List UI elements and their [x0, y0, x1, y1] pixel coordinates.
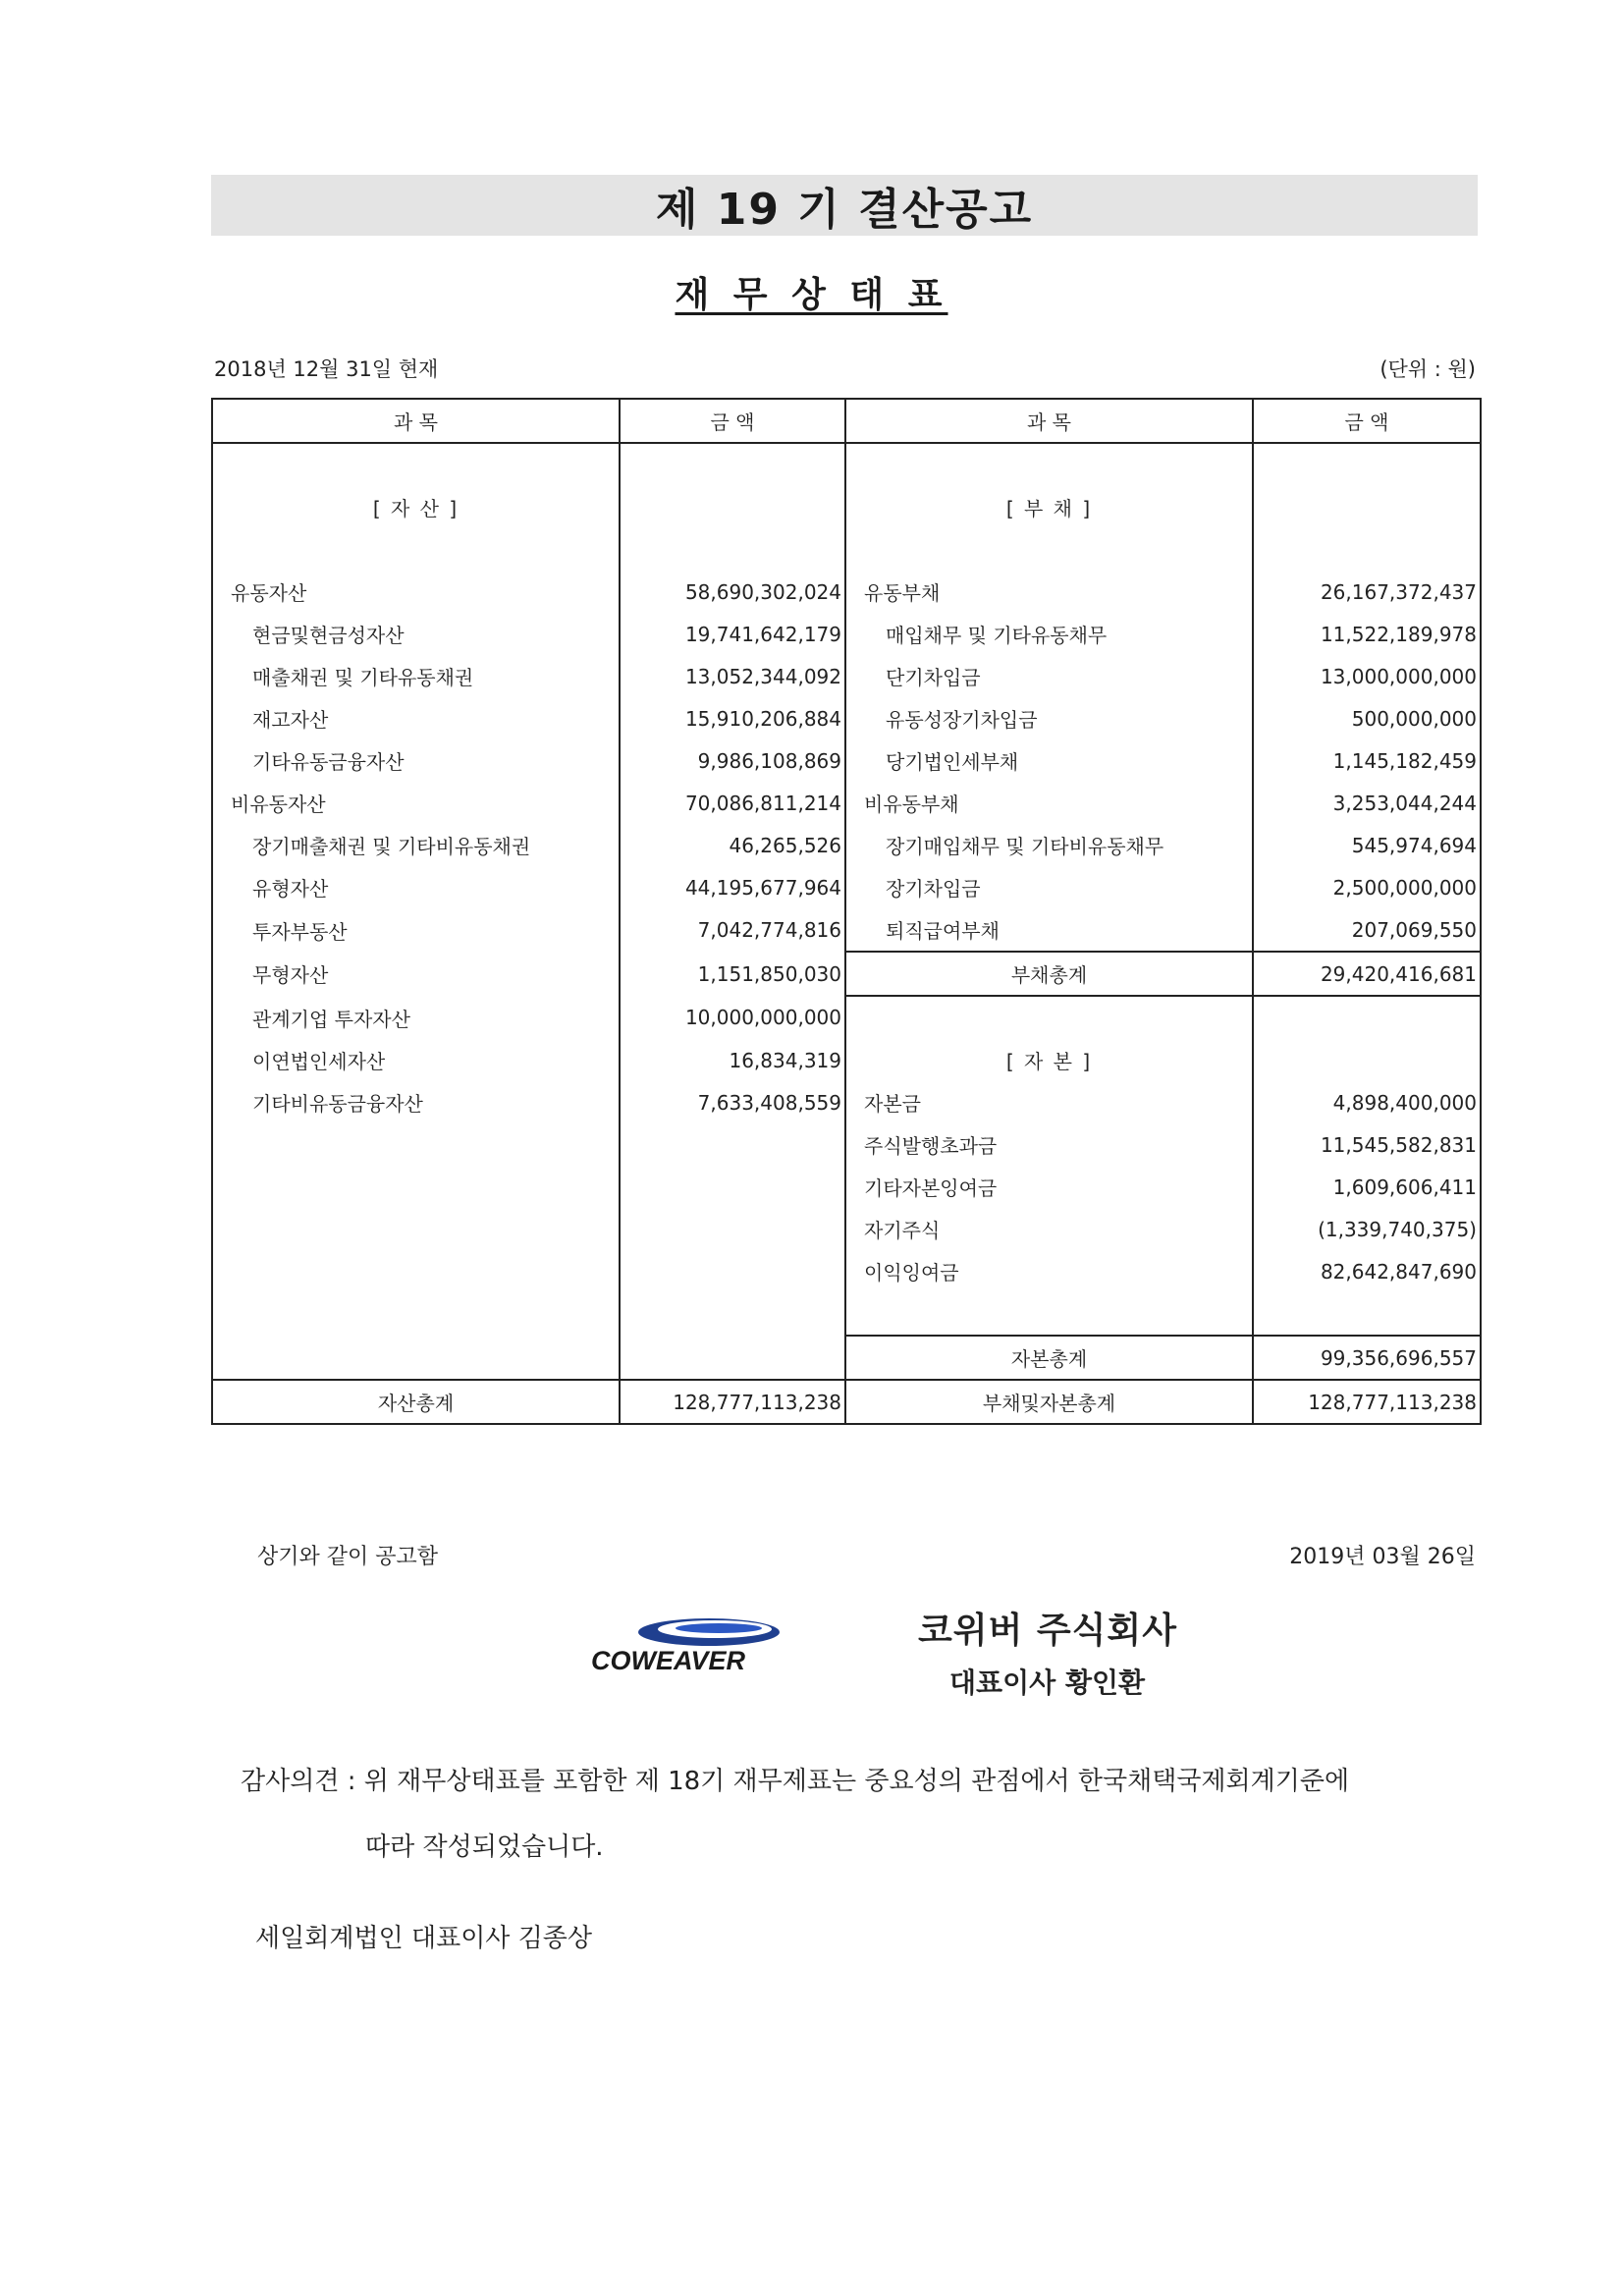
liabilities-total-value: 29,420,416,681	[1253, 952, 1481, 996]
equity-value: 4,898,400,000	[1253, 1081, 1481, 1123]
liability-name: 당기법인세부채	[845, 739, 1253, 782]
table-row	[212, 1039, 1481, 1081]
table-header-row	[212, 399, 1481, 443]
liability-value: 1,145,182,459	[1253, 739, 1481, 782]
liability-value: 26,167,372,437	[1253, 571, 1481, 613]
table-row	[212, 1166, 1481, 1208]
table-row	[212, 824, 1481, 866]
liability-name: 비유동부채	[845, 782, 1253, 824]
equity-name: 이익잉여금	[845, 1250, 1253, 1292]
assets-total-value: 128,777,113,238	[620, 1380, 845, 1424]
asset-name: 기타유동금융자산	[212, 739, 620, 782]
company-name: 코위버 주식회사	[918, 1611, 1177, 1651]
liability-name: 매입채무 및 기타유동채무	[845, 613, 1253, 655]
asset-value: 46,265,526	[620, 824, 845, 866]
asset-value: 9,986,108,869	[620, 739, 845, 782]
table-row	[212, 697, 1481, 739]
asset-value: 15,910,206,884	[620, 697, 845, 739]
asset-name: 비유동자산	[212, 782, 620, 824]
company-logo	[581, 1611, 817, 1679]
col-header-subject-right: 과 목	[845, 399, 1253, 443]
notice-text: 상기와 같이 공고함	[257, 1545, 439, 1569]
liabilities-section-label: [ 부 채 ]	[845, 486, 1253, 528]
equity-total-value: 99,356,696,557	[1253, 1336, 1481, 1380]
auditor-name: 세일회계법인 대표이사 김종상	[255, 1924, 593, 1953]
assets-total-label: 자산총계	[212, 1380, 620, 1424]
asset-name: 재고자산	[212, 697, 620, 739]
asset-name: 관계기업 투자자산	[212, 996, 620, 1039]
asset-name: 무형자산	[212, 952, 620, 996]
liab-equity-total-label: 부채및자본총계	[845, 1380, 1253, 1424]
report-date: 2018년 12월 31일 현재	[214, 357, 439, 381]
asset-value: 13,052,344,092	[620, 655, 845, 697]
asset-name: 기타비유동금융자산	[212, 1081, 620, 1123]
liab-equity-total-value: 128,777,113,238	[1253, 1380, 1481, 1424]
title-band	[211, 175, 1478, 236]
liability-name: 유동성장기차입금	[845, 697, 1253, 739]
asset-value: 44,195,677,964	[620, 866, 845, 908]
col-header-amount-left: 금 액	[620, 399, 845, 443]
logo-wordmark: COWEAVER	[591, 1646, 746, 1675]
liability-value: 207,069,550	[1253, 908, 1481, 952]
liability-value: 3,253,044,244	[1253, 782, 1481, 824]
liabilities-total-label: 부채총계	[845, 952, 1253, 996]
asset-value: 7,042,774,816	[620, 908, 845, 952]
table-row	[212, 1336, 1481, 1380]
asset-name: 이연법인세자산	[212, 1039, 620, 1081]
equity-section-label: [ 자 본 ]	[845, 1039, 1253, 1081]
equity-value: 1,609,606,411	[1253, 1166, 1481, 1208]
asset-name: 유형자산	[212, 866, 620, 908]
col-header-subject-left: 과 목	[212, 399, 620, 443]
liability-name: 장기매입채무 및 기타비유동채무	[845, 824, 1253, 866]
equity-name: 자본금	[845, 1081, 1253, 1123]
asset-value: 10,000,000,000	[620, 996, 845, 1039]
liability-value: 13,000,000,000	[1253, 655, 1481, 697]
table-row	[212, 908, 1481, 952]
table-row	[212, 486, 1481, 528]
asset-name: 현금및현금성자산	[212, 613, 620, 655]
equity-name: 자기주식	[845, 1208, 1253, 1250]
asset-name: 유동자산	[212, 571, 620, 613]
table-total-row	[212, 1380, 1481, 1424]
col-header-amount-right: 금 액	[1253, 399, 1481, 443]
asset-name: 투자부동산	[212, 908, 620, 952]
table-row	[212, 1123, 1481, 1166]
audit-opinion-line2: 따라 작성되었습니다.	[365, 1832, 604, 1862]
liability-value: 11,522,189,978	[1253, 613, 1481, 655]
liability-name: 유동부채	[845, 571, 1253, 613]
equity-total-label: 자본총계	[845, 1336, 1253, 1380]
asset-value: 19,741,642,179	[620, 613, 845, 655]
notice-date: 2019년 03월 26일	[1289, 1545, 1476, 1569]
table-row	[212, 1250, 1481, 1292]
table-row	[212, 571, 1481, 613]
asset-name: 매출채권 및 기타유동채권	[212, 655, 620, 697]
asset-value: 70,086,811,214	[620, 782, 845, 824]
table-row	[212, 996, 1481, 1039]
asset-value: 7,633,408,559	[620, 1081, 845, 1123]
table-row	[212, 1208, 1481, 1250]
table-row	[212, 655, 1481, 697]
liability-name: 단기차입금	[845, 655, 1253, 697]
equity-name: 주식발행초과금	[845, 1123, 1253, 1166]
statement-title: 재 무 상 태 표	[675, 275, 948, 315]
table-row	[212, 739, 1481, 782]
equity-value: 82,642,847,690	[1253, 1250, 1481, 1292]
page-title: 제 19 기 결산공고	[655, 185, 1034, 235]
assets-section-label: [ 자 산 ]	[212, 486, 620, 528]
liability-name: 장기차입금	[845, 866, 1253, 908]
ceo-name: 대표이사 황인환	[949, 1667, 1146, 1699]
liability-value: 500,000,000	[1253, 697, 1481, 739]
audit-opinion-line1: 감사의견 : 위 재무상태표를 포함한 제 18기 재무제표는 중요성의 관점에서 한국채택국제회계기준에	[241, 1767, 1350, 1796]
table-row	[212, 1081, 1481, 1123]
table-row	[212, 866, 1481, 908]
equity-name: 기타자본잉여금	[845, 1166, 1253, 1208]
asset-value: 58,690,302,024	[620, 571, 845, 613]
asset-value: 1,151,850,030	[620, 952, 845, 996]
liability-value: 2,500,000,000	[1253, 866, 1481, 908]
balance-sheet-table	[211, 398, 1482, 1425]
equity-value: (1,339,740,375)	[1253, 1208, 1481, 1250]
table-row	[212, 952, 1481, 996]
asset-value: 16,834,319	[620, 1039, 845, 1081]
equity-value: 11,545,582,831	[1253, 1123, 1481, 1166]
table-row	[212, 782, 1481, 824]
asset-name: 장기매출채권 및 기타비유동채권	[212, 824, 620, 866]
liability-name: 퇴직급여부채	[845, 908, 1253, 952]
table-row	[212, 613, 1481, 655]
liability-value: 545,974,694	[1253, 824, 1481, 866]
unit-label: (단위 : 원)	[1380, 357, 1476, 381]
